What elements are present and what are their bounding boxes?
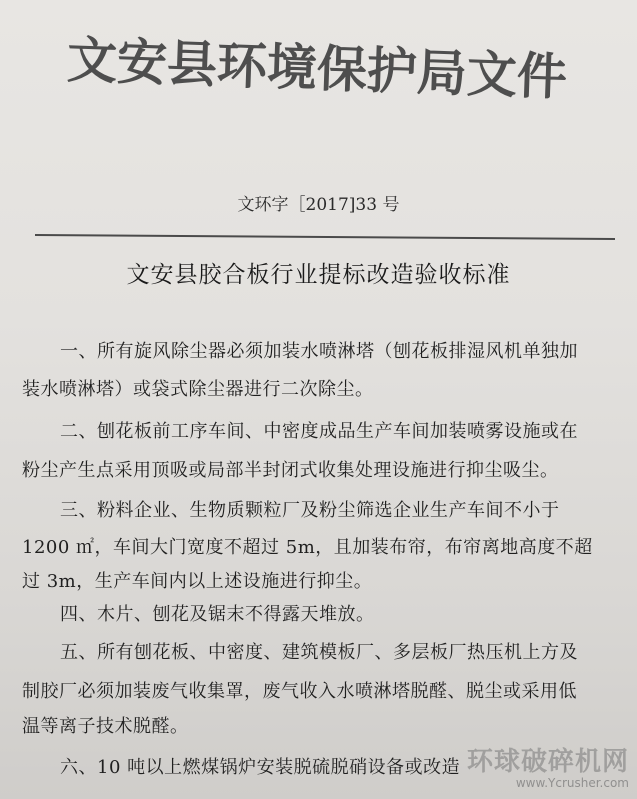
document-number: 文环字［2017]33 号 [237,195,400,215]
body-line: 一、所有旋风除尘器必须加装水喷淋塔（刨花板排湿风机单独加 [60,341,578,362]
watermark [449,741,629,793]
body-line: 粉尘产生点采用顶吸或局部半封闭式收集处理设施进行抑尘吸尘。 [22,460,559,481]
body-line: 装水喷淋塔）或袋式除尘器进行二次除尘。 [22,379,374,400]
body-line: 六、10 吨以上燃煤锅炉安装脱硫脱硝设备或改造 [60,757,461,778]
body-line: 二、刨花板前工序车间、中密度成品生产车间加装喷雾设施或在 [60,421,578,442]
header-divider [35,234,615,240]
body-line: 三、粉料企业、生物质颗粒厂及粉尘筛选企业生产车间不小于 [60,500,560,521]
watermark-site-name: 环球破碎机网 [466,747,629,777]
body-line: 制胶厂必须加装废气收集罩，废气收入水喷淋塔脱醛、脱尘或采用低 [22,681,577,702]
document-header: 文安县环境保护局文件 [66,30,568,107]
watermark-url: www.Ycrusher.com [515,776,629,790]
document-title: 文安县胶合板行业提标改造验收标准 [126,262,511,288]
body-line: 四、木片、刨花及锯末不得露天堆放。 [60,604,375,625]
body-line: 1200 ㎡，车间大门宽度不超过 5m，且加装布帘，布帘离地高度不超 [22,537,593,558]
body-line: 温等离子技术脱醛。 [22,716,189,737]
body-line: 五、所有刨花板、中密度、建筑模板厂、多层板厂热压机上方及 [60,642,578,663]
body-line: 过 3m，生产车间内以上述设施进行抑尘。 [22,571,373,592]
